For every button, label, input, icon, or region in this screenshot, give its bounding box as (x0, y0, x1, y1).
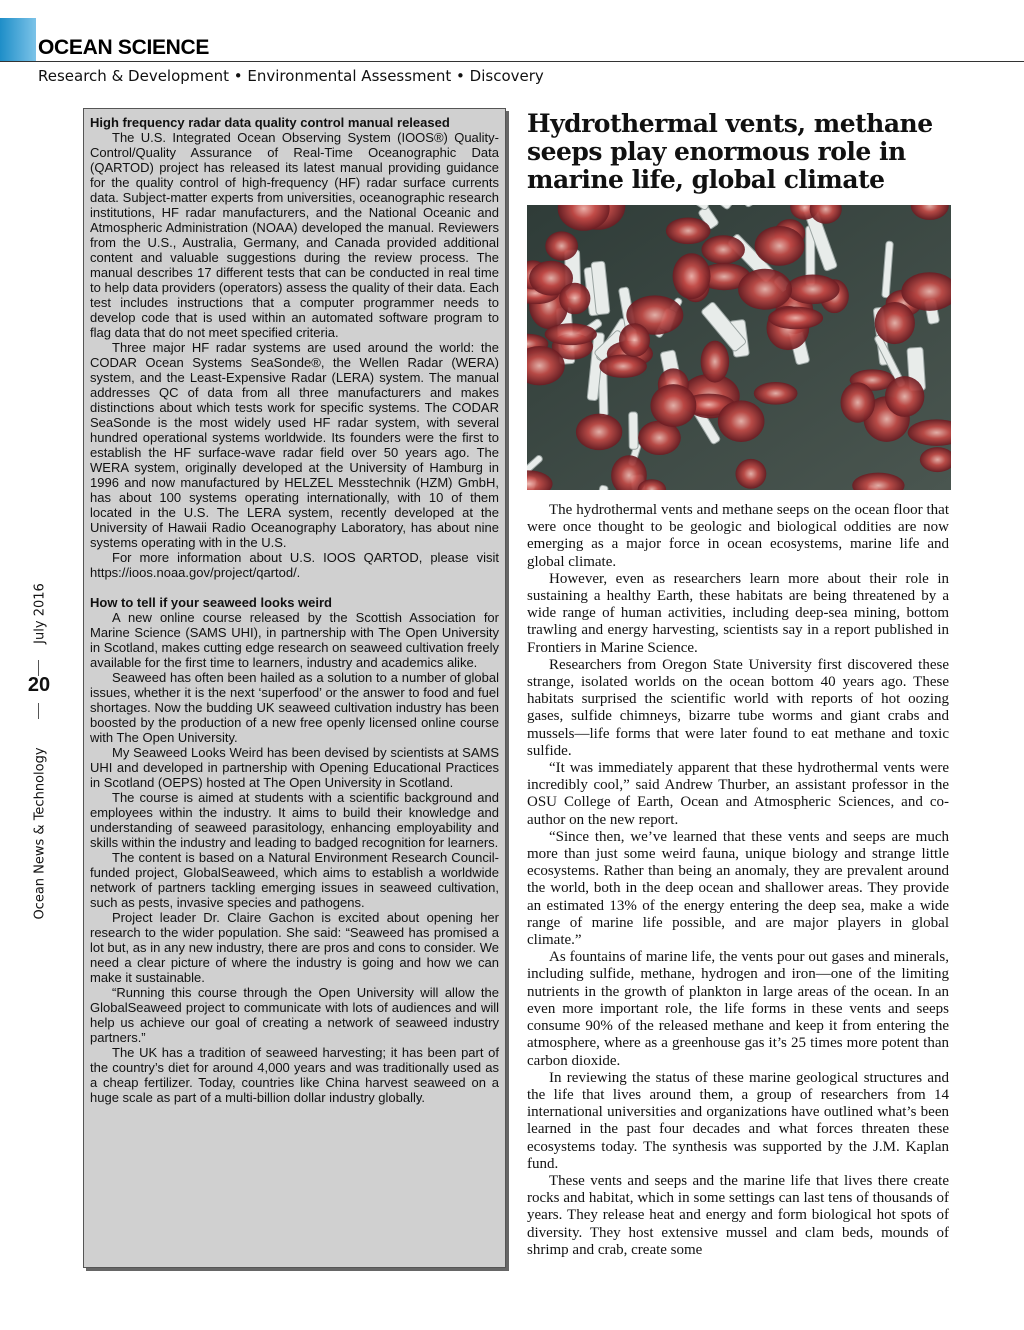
plume-shape (666, 217, 711, 244)
article-separator (90, 580, 499, 595)
radar-paragraph: The U.S. Integrated Ocean Observing System (IOOS®) Quality-Control/Quality Assurance of Real-Time Oceanographic Data (QARTOD) project has released its latest manual providing guidance for the quality control of high-frequency (HF) radar surface currents data. Subject-matter experts from universities, oceanographic research institutions, HF radar manufacturers, and the National Oceanic and Atmospheric Administration (NOAA) developed the manual. Reviewers from the U.S., Australia, Germany, and Canada provided additional content and valuable suggestions during the review process. The manual describes 17 different tests that can be conducted in real time to help data providers (operators) assess the quality of their data. Each test includes instructions that a computer programmer needs to develop code that is used within an automated software program to flag data that do not meet specified criteria. (90, 130, 499, 340)
section-color-tab (0, 18, 36, 62)
plume-shape (718, 400, 765, 442)
plume-shape (786, 275, 840, 305)
seaweed-paragraph: The content is based on a Natural Environment Research Council-funded project, GlobalSeaweed, which aims to establish a worldwide network of partners tackling emerging issues in seaweed cultivation, such as pests, invasive species and pathogens. (90, 850, 499, 910)
header-divider (0, 61, 1024, 62)
page-folio (28, 560, 50, 920)
plume-shape (576, 414, 622, 451)
plume-shape (841, 382, 875, 422)
section-title: OCEAN SCIENCE (38, 36, 210, 59)
article-paragraph: As fountains of marine life, the vents pour out gases and minerals, including sulfide, methane, hydrogen and iron—one of the limiting nutrients in the growth of plankton in large areas of the ocean. In an even more important role, the life forms in these vents and seeps consume 90% of the released methane and keep it from entering the atmosphere, where as a greenhouse gas it’s 25 times more potent than carbon dioxide. (527, 949, 949, 1069)
page-number: 20 (27, 674, 51, 696)
article-paragraph: These vents and seeps and the marine life that lives there create rocks and habitat, which in some settings can last tens of thousands of years. They release heat and energy and form biological hot spots of diversity. They host extensive mussel and clam beds, mounds of shrimp and crab, create some (527, 1172, 949, 1258)
plume-shape (701, 235, 744, 264)
plume-shape (754, 382, 798, 405)
plume-shape (545, 231, 578, 260)
seaweed-paragraph: The UK has a tradition of seaweed harvesting; it has been part of the country’s diet for around 4,000 years and was traditionally used as a cheap fertilizer. Today, countries like China harvest seaweed on a huge scale as part of a multi-billion dollar industry globally. (90, 1045, 499, 1105)
seaweed-paragraph: A new online course released by the Scottish Association for Marine Science (SAMS UHI), in partnership with The Open University in Scotland, makes cutting edge research on seaweed cultivation freely available for the first time to learners, industry and academics alike. (90, 610, 500, 670)
seaweed-paragraph: “Running this course through the Open University will allow the GlobalSeaweed project to communicate with lots of audiences and will help us achieve our goal of creating a network of seaweed industry partners.” (90, 985, 499, 1045)
tube-shape (629, 412, 638, 449)
article-headline: Hydrothermal vents, methane seeps play enormous role in marine life, global climate (527, 109, 933, 194)
section-subtitle: Research & Development • Environmental Assessment • Discovery (38, 67, 544, 85)
article-paragraph: “Since then, we’ve learned that these vents and seeps are much more than just some weird fauna, unique biology and strange little ecosystems. Rather than being an anomaly, they are prevalent around the world, both in the deep ocean and shallower areas. They provide an estimated 13% of the energy entering the deep sea, make a wide range of marine life possible, and are major players in global climate.” (527, 828, 949, 949)
radar-paragraph: For more information about U.S. IOOS QARTOD, please visit https://ioos.noaa.gov/project/qartod/. (90, 550, 499, 580)
article-paragraph: In reviewing the status of these marine geological structures and the life that lives around them, a group of researchers from 14 international universities and organizations have outlined what’s been learned in the past four decades and what forces threaten these ecosystems today. The synthesis was supported by the J.M. Kaplan fund. (527, 1069, 949, 1172)
plume-shape (875, 302, 915, 344)
folio-divider-bottom (38, 703, 39, 719)
seaweed-paragraph: My Seaweed Looks Weird has been devised by scientists at SAMS UHI and developed in partnership with Opening Educational Practices in Scotland (OEPS) hosted at The Open University in Scotland. (90, 745, 499, 790)
plume-shape (559, 283, 590, 315)
plume-shape (738, 269, 792, 310)
tube-worm-photo (527, 205, 951, 490)
article-paragraph: The hydrothermal vents and methane seeps on the ocean floor that were once thought to be geologic and biological oddities are now emerging as a major force in ocean ecosystems, marine life and global climate. (527, 502, 949, 570)
article-body (527, 502, 949, 1259)
plume-shape (701, 341, 730, 383)
plume-shape (673, 253, 711, 299)
plume-shape (768, 307, 823, 330)
seaweed-paragraph: Project leader Dr. Claire Gachon is excited about opening her research to the wider population. She said: “Seaweed has promised a lot but, as in any new industry, there are pros and cons to consider. We need a clear picture of where the industry is going and how we can make it sustainable. (90, 910, 499, 985)
article-paragraph: Researchers from Oregon State University first discovered these strange, isolated worlds on the ocean bottom 40 years ago. These habitats surprised the scientific world with reports of hot oozing gases, sulfide chimneys, bizarre tube worms and giant crabs and mussels—life forms that were later found to eat methane and toxic sulfide. (527, 656, 949, 759)
radar-paragraph: Three major HF radar systems are used around the world: the CODAR Ocean Systems SeaSonde®, the Wellen Radar (WERA) system, and the Least-Expensive Radar (LERA) system. The manual addresses QC of data from all three manufacturers and makes distinctions about which tests work for specific systems. The CODAR SeaSonde is the most widely used HF radar system, with several hundred operational systems worldwide. Its founders were the first to establish the HF surface-wave radar field over 50 years ago. The WERA system, originally developed at the University of Hamburg in 1996 and now manufactured by HELZEL Messtechnik (HZM) GmbH, has about 100 systems operating internationally, with 10 of them located in the U.S. The LERA system, recently developed at the University of Hawaii Radio Oceanography Laboratory, has about nine systems operating with in the U.S. (90, 340, 499, 550)
plume-shape (735, 459, 766, 489)
seaweed-paragraph: The course is aimed at students with a scientific background and employees within the industry. It aims to build their knowledge and understanding of seaweed parasitology, enhancing employability and skills within the industry and leading to badged recognition for learners. (90, 790, 499, 850)
plume-shape (599, 355, 647, 378)
seaweed-paragraph: Seaweed has often been hailed as a solution to a number of global issues, whether it is the next ‘superfood’ or the answer to food and fuel shortages. Now the budding UK seaweed cultivation industry has been boosted by the production of a new free openly licensed online course with The Open University. (90, 670, 499, 745)
plume-shape (650, 384, 696, 427)
plume-shape (885, 376, 924, 417)
article-paragraph: “It was immediately apparent that these hydrothermal vents were incredibly cool,” said Andrew Thurber, an assistant professor in the OSU College of Earth, Ocean and Atmospheric Sciences, and co-author on the new report. (527, 760, 949, 828)
folio-month: July 2016 (32, 583, 48, 644)
publication-name: Ocean News & Technology (32, 747, 48, 920)
plume-shape (619, 323, 650, 357)
radar-article-title: High frequency radar data quality control manual released (90, 115, 450, 130)
seaweed-article-title: How to tell if your seaweed looks weird (90, 595, 332, 610)
article-paragraph: However, even as researchers learn more about their role in sustaining a healthy Earth, these habitats are being threatened by a wide range of human activities, including deep-sea mining, bottom trawling and energy harvesting, scientists say in a report published in Frontiers in Marine Science. (527, 570, 949, 656)
news-sidebox (83, 108, 506, 1268)
plume-shape (755, 226, 805, 266)
plume-shape (545, 323, 597, 345)
